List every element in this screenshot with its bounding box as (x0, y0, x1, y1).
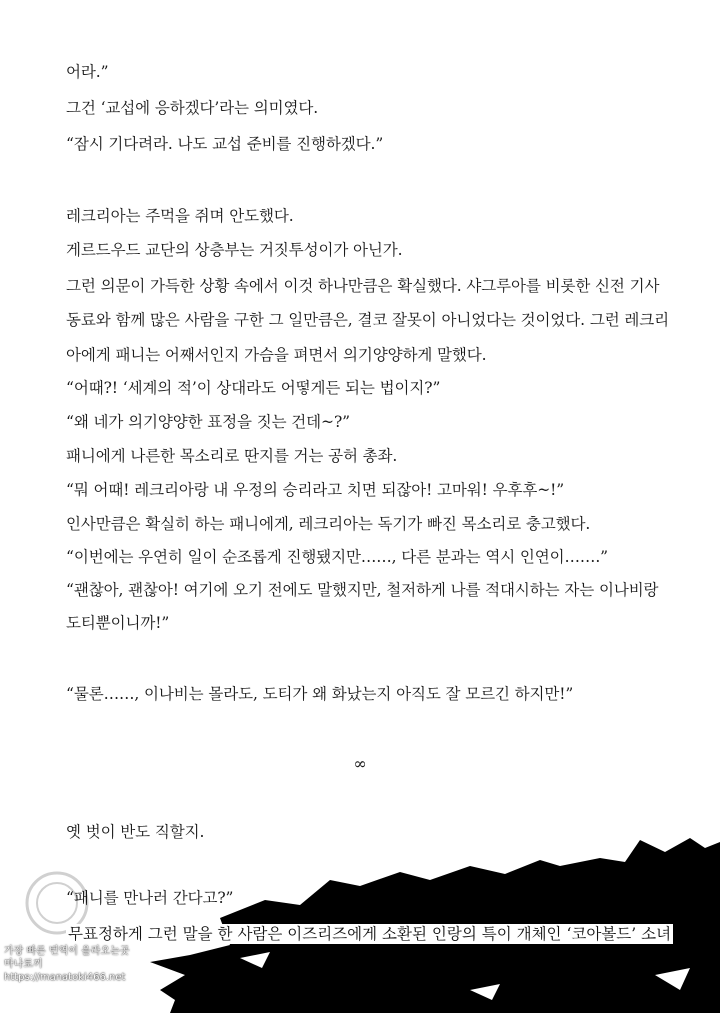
text-line: 동료와 함께 많은 사람을 구한 그 일만큼은, 결코 잘못이 아니었다는 것이었다. 그런 레크리 (66, 311, 670, 329)
caption-line: 무표정하게 그런 말을 한 사람은 이즈리즈에게 소환된 인랑의 특이 개체인 ‘코아볼드’ 소녀 (68, 925, 672, 943)
text-line: “뭐 어때! 레크리아랑 내 우정의 승리라고 치면 되잖아! 고마워! 우후후~!” (66, 481, 565, 499)
text-line: 그건 ‘교섭에 응하겠다’라는 의미였다. (66, 99, 319, 117)
text-line: “패니를 만나러 간다고?” (66, 889, 234, 907)
text-line: 레크리아는 주먹을 쥐며 안도했다. (66, 207, 294, 225)
text-line: “어때?! ‘세계의 적’이 상대라도 어떻게든 되는 법이지?” (66, 379, 441, 397)
text-line: “왜 네가 의기양양한 표정을 짓는 건데~?” (66, 413, 350, 431)
text-line: 인사만큼은 확실히 하는 패니에게, 레크리아는 독기가 빠진 목소리로 충고했다. (66, 515, 591, 533)
watermark-line: 마나토끼 (4, 959, 43, 970)
text-line: “이번에는 우연히 일이 순조롭게 진행됐지만……, 다른 분과는 역시 인연이…….” (66, 548, 608, 566)
text-line: 옛 벗이 반도 직할지. (66, 823, 205, 841)
text-line: 아에게 패니는 어째서인지 가슴을 펴면서 의기양양하게 말했다. (66, 346, 487, 364)
watermark-url: https://manatoki466.net (4, 972, 126, 983)
text-line: “물론……, 이나비는 몰라도, 도티가 왜 화났는지 아직도 잘 모르긴 하지만!” (66, 685, 574, 703)
text-line: 어라.” (66, 63, 109, 81)
text-line: “잠시 기다려라. 나도 교섭 준비를 진행하겠다.” (66, 135, 384, 153)
text-line: 패니에게 나른한 목소리로 딴지를 거는 공허 총좌. (66, 447, 398, 465)
site-watermark (4, 945, 130, 984)
text-line: 그런 의문이 가득한 상황 속에서 이것 하나만큼은 확실했다. 샤그루아를 비롯한 신전 기사 (66, 277, 660, 295)
watermark-line: 가장 빠른 번역이 올라오는곳 (4, 946, 130, 957)
text-line: 게르드우드 교단의 상층부는 거짓투성이가 아닌가. (66, 241, 403, 259)
section-separator: ∞ (353, 754, 367, 773)
text-line: 도티뿐이니까!” (66, 614, 170, 632)
text-line: “괜찮아, 괜찮아! 여기에 오기 전에도 말했지만, 철저하게 나를 적대시하는 자는 이나비랑 (66, 581, 659, 599)
